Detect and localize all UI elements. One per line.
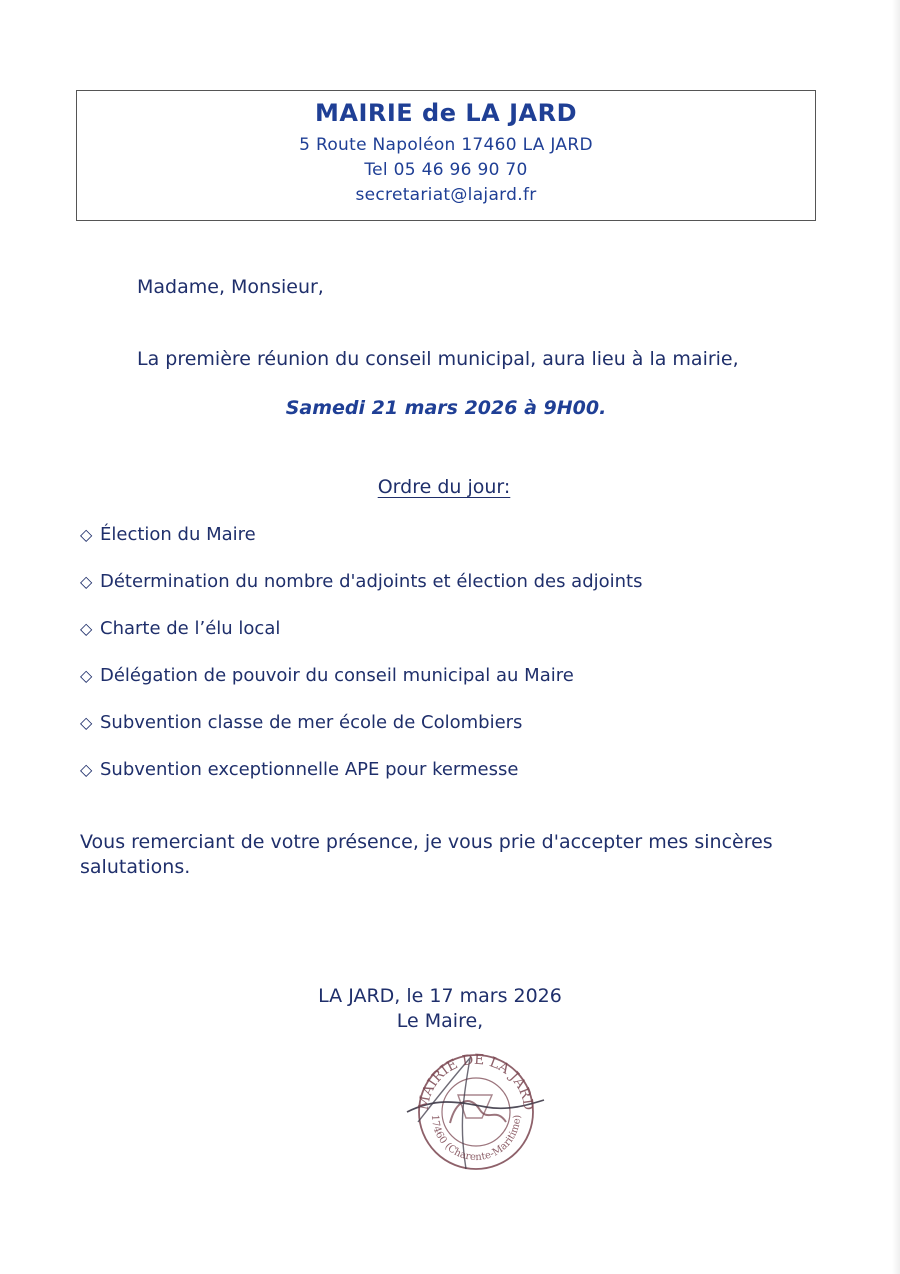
letterhead-address: 5 Route Napoléon 17460 LA JARD: [299, 135, 593, 155]
signature-place-date: LA JARD, le 17 mars 2026: [318, 985, 562, 1007]
meeting-intro: La première réunion du conseil municipal, aura lieu à la mairie,: [137, 348, 739, 370]
letterhead-email: secretariat@lajard.fr: [355, 185, 537, 205]
stamp-bottom-label: 17460 (Charente-Maritime): [428, 1114, 524, 1164]
page-edge-shadow: [892, 0, 900, 1274]
letterhead-title: MAIRIE de LA JARD: [315, 99, 577, 127]
agenda-item: [80, 571, 643, 618]
agenda-item: [80, 524, 643, 571]
agenda-item: [80, 665, 643, 712]
stamp-inner-ring: [442, 1078, 510, 1146]
meeting-date: Samedi 21 mars 2026 à 9H00.: [285, 397, 607, 419]
diamond-bullet-icon: ◇: [80, 760, 93, 779]
diamond-bullet-icon: ◇: [80, 713, 93, 732]
signature-block: [0, 984, 880, 1034]
diamond-bullet-icon: ◇: [80, 666, 93, 685]
agenda-item: [80, 618, 643, 665]
official-stamp-icon: [400, 1040, 550, 1180]
closing-paragraph: Vous remerciant de votre présence, je vous prie d'accepter mes sincères salutations.: [80, 831, 773, 878]
diamond-bullet-icon: ◇: [80, 525, 93, 544]
agenda-item: [80, 712, 643, 759]
diamond-bullet-icon: ◇: [80, 619, 93, 638]
diamond-bullet-icon: ◇: [80, 572, 93, 591]
letterhead-phone: Tel 05 46 96 90 70: [364, 160, 528, 180]
agenda-item-label: Détermination du nombre d'adjoints et élection des adjoints: [100, 571, 643, 592]
agenda-item-label: Charte de l’élu local: [100, 618, 281, 639]
signature-role: Le Maire,: [396, 1010, 484, 1032]
stamp-top-label: MAIRIE DE LA JARD: [415, 1051, 537, 1112]
agenda-list: [80, 524, 643, 806]
agenda-item-label: Délégation de pouvoir du conseil municipal au Maire: [100, 665, 574, 686]
agenda-item-label: Élection du Maire: [100, 524, 256, 545]
agenda-item: [80, 759, 643, 806]
agenda-item-label: Subvention classe de mer école de Colombiers: [100, 712, 523, 733]
salutation: Madame, Monsieur,: [137, 276, 324, 298]
letterhead-box: [76, 90, 816, 221]
stamp-emblem-icon: [450, 1101, 506, 1123]
agenda-item-label: Subvention exceptionnelle APE pour kermesse: [100, 759, 519, 780]
agenda-title: Ordre du jour:: [377, 476, 511, 498]
